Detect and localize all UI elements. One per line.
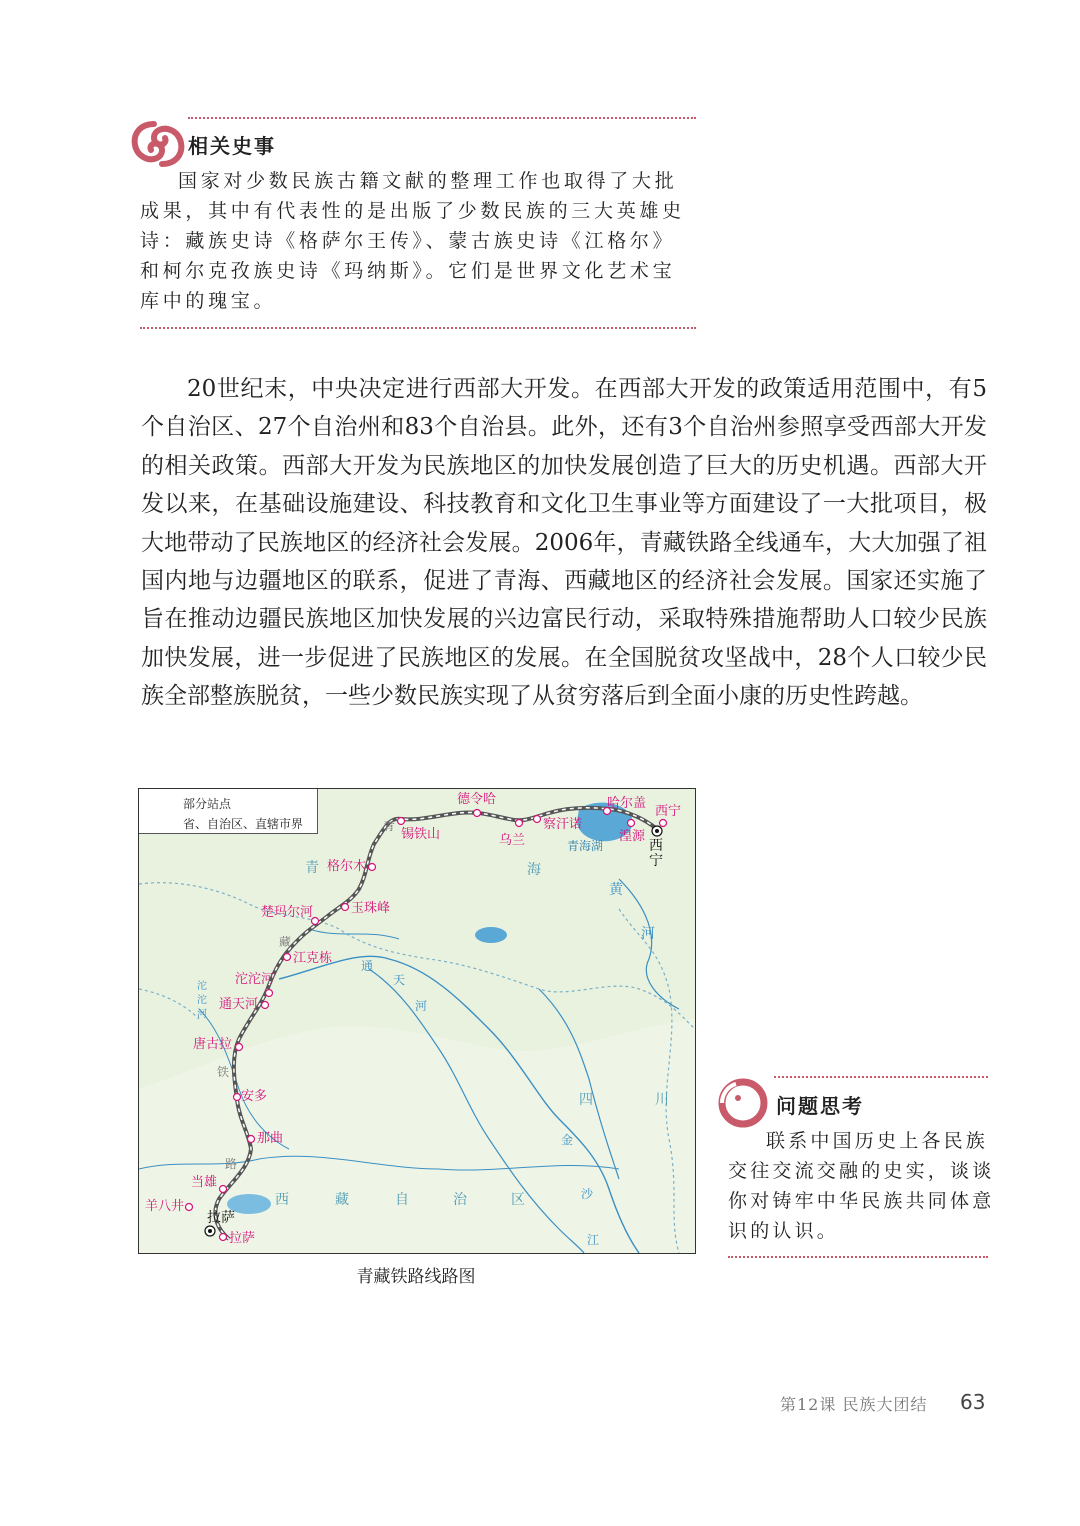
river-huanghe-2: 河 bbox=[641, 926, 655, 942]
station-tanggula: 唐古拉 bbox=[193, 1037, 233, 1052]
station-lasa: 拉萨 bbox=[229, 1231, 256, 1246]
station-jiangkedong: 江克栋 bbox=[293, 951, 333, 966]
city-xining bbox=[649, 839, 663, 869]
station-dangxiong: 当雄 bbox=[191, 1175, 218, 1190]
station-golmud: 格尔木 bbox=[327, 859, 367, 874]
station-wulan: 乌兰 bbox=[499, 833, 526, 848]
question-title: 问题思考 bbox=[776, 1094, 864, 1118]
station-yangbajing: 羊八井 bbox=[145, 1199, 185, 1214]
related-bottom-divider bbox=[140, 327, 696, 329]
station-chaerhan: 察汗诺 bbox=[543, 817, 583, 832]
river-tuotuo-2: 沱 bbox=[197, 995, 207, 1006]
station-xitieshan: 锡铁山 bbox=[401, 827, 441, 842]
river-huanghe-1: 黄 bbox=[609, 882, 623, 898]
station-xining: 西宁 bbox=[655, 804, 682, 819]
map-graphics bbox=[139, 789, 695, 1253]
river-tongtian-3: 河 bbox=[415, 999, 428, 1013]
station-tongtianhe: 通天河 bbox=[219, 997, 259, 1012]
map-legend bbox=[139, 789, 318, 834]
railway-label-4: 路 bbox=[225, 1157, 238, 1171]
legend-station-label: 部分站点 bbox=[183, 797, 232, 811]
river-jinsha-3: 江 bbox=[587, 1233, 600, 1247]
map-caption: 青藏铁路线路图 bbox=[356, 1267, 476, 1287]
legend-boundary-label: 省、自治区、直辖市界 bbox=[183, 817, 304, 831]
river-tuotuo-3: 河 bbox=[197, 1009, 207, 1020]
lake-qinghai: 青海湖 bbox=[567, 839, 604, 853]
station-huangyuan: 湟源 bbox=[619, 829, 646, 844]
river-jinsha-2: 沙 bbox=[581, 1187, 594, 1201]
station-hargai: 哈尔盖 bbox=[607, 796, 647, 811]
question-box bbox=[712, 1070, 995, 1260]
station-delingha: 德令哈 bbox=[457, 792, 497, 807]
region-xizang-3: 自 bbox=[395, 1192, 427, 1208]
city-xining-label: 西宁 bbox=[649, 838, 663, 869]
railway-label-3: 铁 bbox=[217, 1065, 230, 1079]
river-tuotuo-1: 沱 bbox=[197, 981, 207, 992]
railway-label-1: 青 bbox=[383, 819, 396, 833]
related-history-box bbox=[130, 110, 696, 332]
main-paragraph: 20世纪末，中央决定进行西部大开发。在西部大开发的政策适用范围中，有5个自治区、27个自治州和83个自治县。此外，还有3个自治州参照享受西部大开发的相关政策。西部大开发为民族地区的加快发展创造了巨大的历史机遇。西部大开发以来，在基础设施建设、科技教育和文化卫生事业等方面建设了一大批项目，极大地带动了民族地区的经济社会发展。2006年，青藏铁路全线通车，大大加强了祖国内地与边疆地区的联系，促进了青海、西藏地区的经济社会发展。国家还实施了旨在推动边疆民族地区加快发展的兴边富民行动，采取特殊措施帮助人口较少民族加快发展，进一步促进了民族地区的发展。在全国脱贫攻坚战中，28个人口较少民族全部整族脱贫，一些少数民族实现了从贫穷落后到全面小康的历史性跨越。 bbox=[141, 376, 987, 710]
related-history-text: 国家对少数民族古籍文献的整理工作也取得了大批成果，其中有代表性的是出版了少数民族的三大英雄史诗：藏族史诗《格萨尔王传》、蒙古族史诗《江格尔》和柯尔克孜族史诗《玛纳斯》。它们是世界文化艺术宝库中的瑰宝。 bbox=[140, 170, 685, 312]
station-anduo: 安多 bbox=[241, 1089, 268, 1104]
river-jinsha-1: 金 bbox=[561, 1133, 574, 1147]
river-tongtian-1: 通 bbox=[361, 959, 374, 973]
region-sichuan-2: 川 bbox=[655, 1092, 687, 1108]
river-tongtian-2: 天 bbox=[393, 973, 406, 987]
station-tuotuohe: 沱沱河 bbox=[235, 972, 275, 987]
region-xizang-5: 区 bbox=[511, 1192, 543, 1208]
region-sichuan-1: 四 bbox=[579, 1092, 611, 1108]
station-yuzhufeng: 玉珠峰 bbox=[351, 901, 391, 916]
region-qinghai-2: 海 bbox=[527, 862, 559, 878]
region-xizang-2: 藏 bbox=[335, 1192, 367, 1208]
city-lasa: 拉萨 bbox=[207, 1210, 235, 1226]
question-text: 联系中国历史上各民族交往交流交融的史实，谈谈你对铸牢中华民族共同体意识的认识。 bbox=[728, 1130, 995, 1242]
station-chumaerhe: 楚玛尔河 bbox=[261, 905, 314, 920]
station-naqu: 那曲 bbox=[257, 1131, 284, 1146]
question-icon bbox=[716, 1076, 770, 1130]
region-xizang-4: 治 bbox=[453, 1192, 485, 1208]
footer-lesson-label: 第12课 民族大团结 bbox=[780, 1395, 928, 1414]
page-number: 63 bbox=[960, 1390, 986, 1414]
region-xizang-1: 西 bbox=[275, 1192, 307, 1208]
question-bottom-divider bbox=[728, 1256, 988, 1258]
related-history-icon bbox=[130, 118, 186, 170]
related-history-title: 相关史事 bbox=[188, 134, 276, 158]
qinghai-tibet-railway-map bbox=[138, 788, 696, 1254]
railway-label-2: 藏 bbox=[279, 935, 292, 949]
region-qinghai-1: 青 bbox=[305, 860, 337, 876]
